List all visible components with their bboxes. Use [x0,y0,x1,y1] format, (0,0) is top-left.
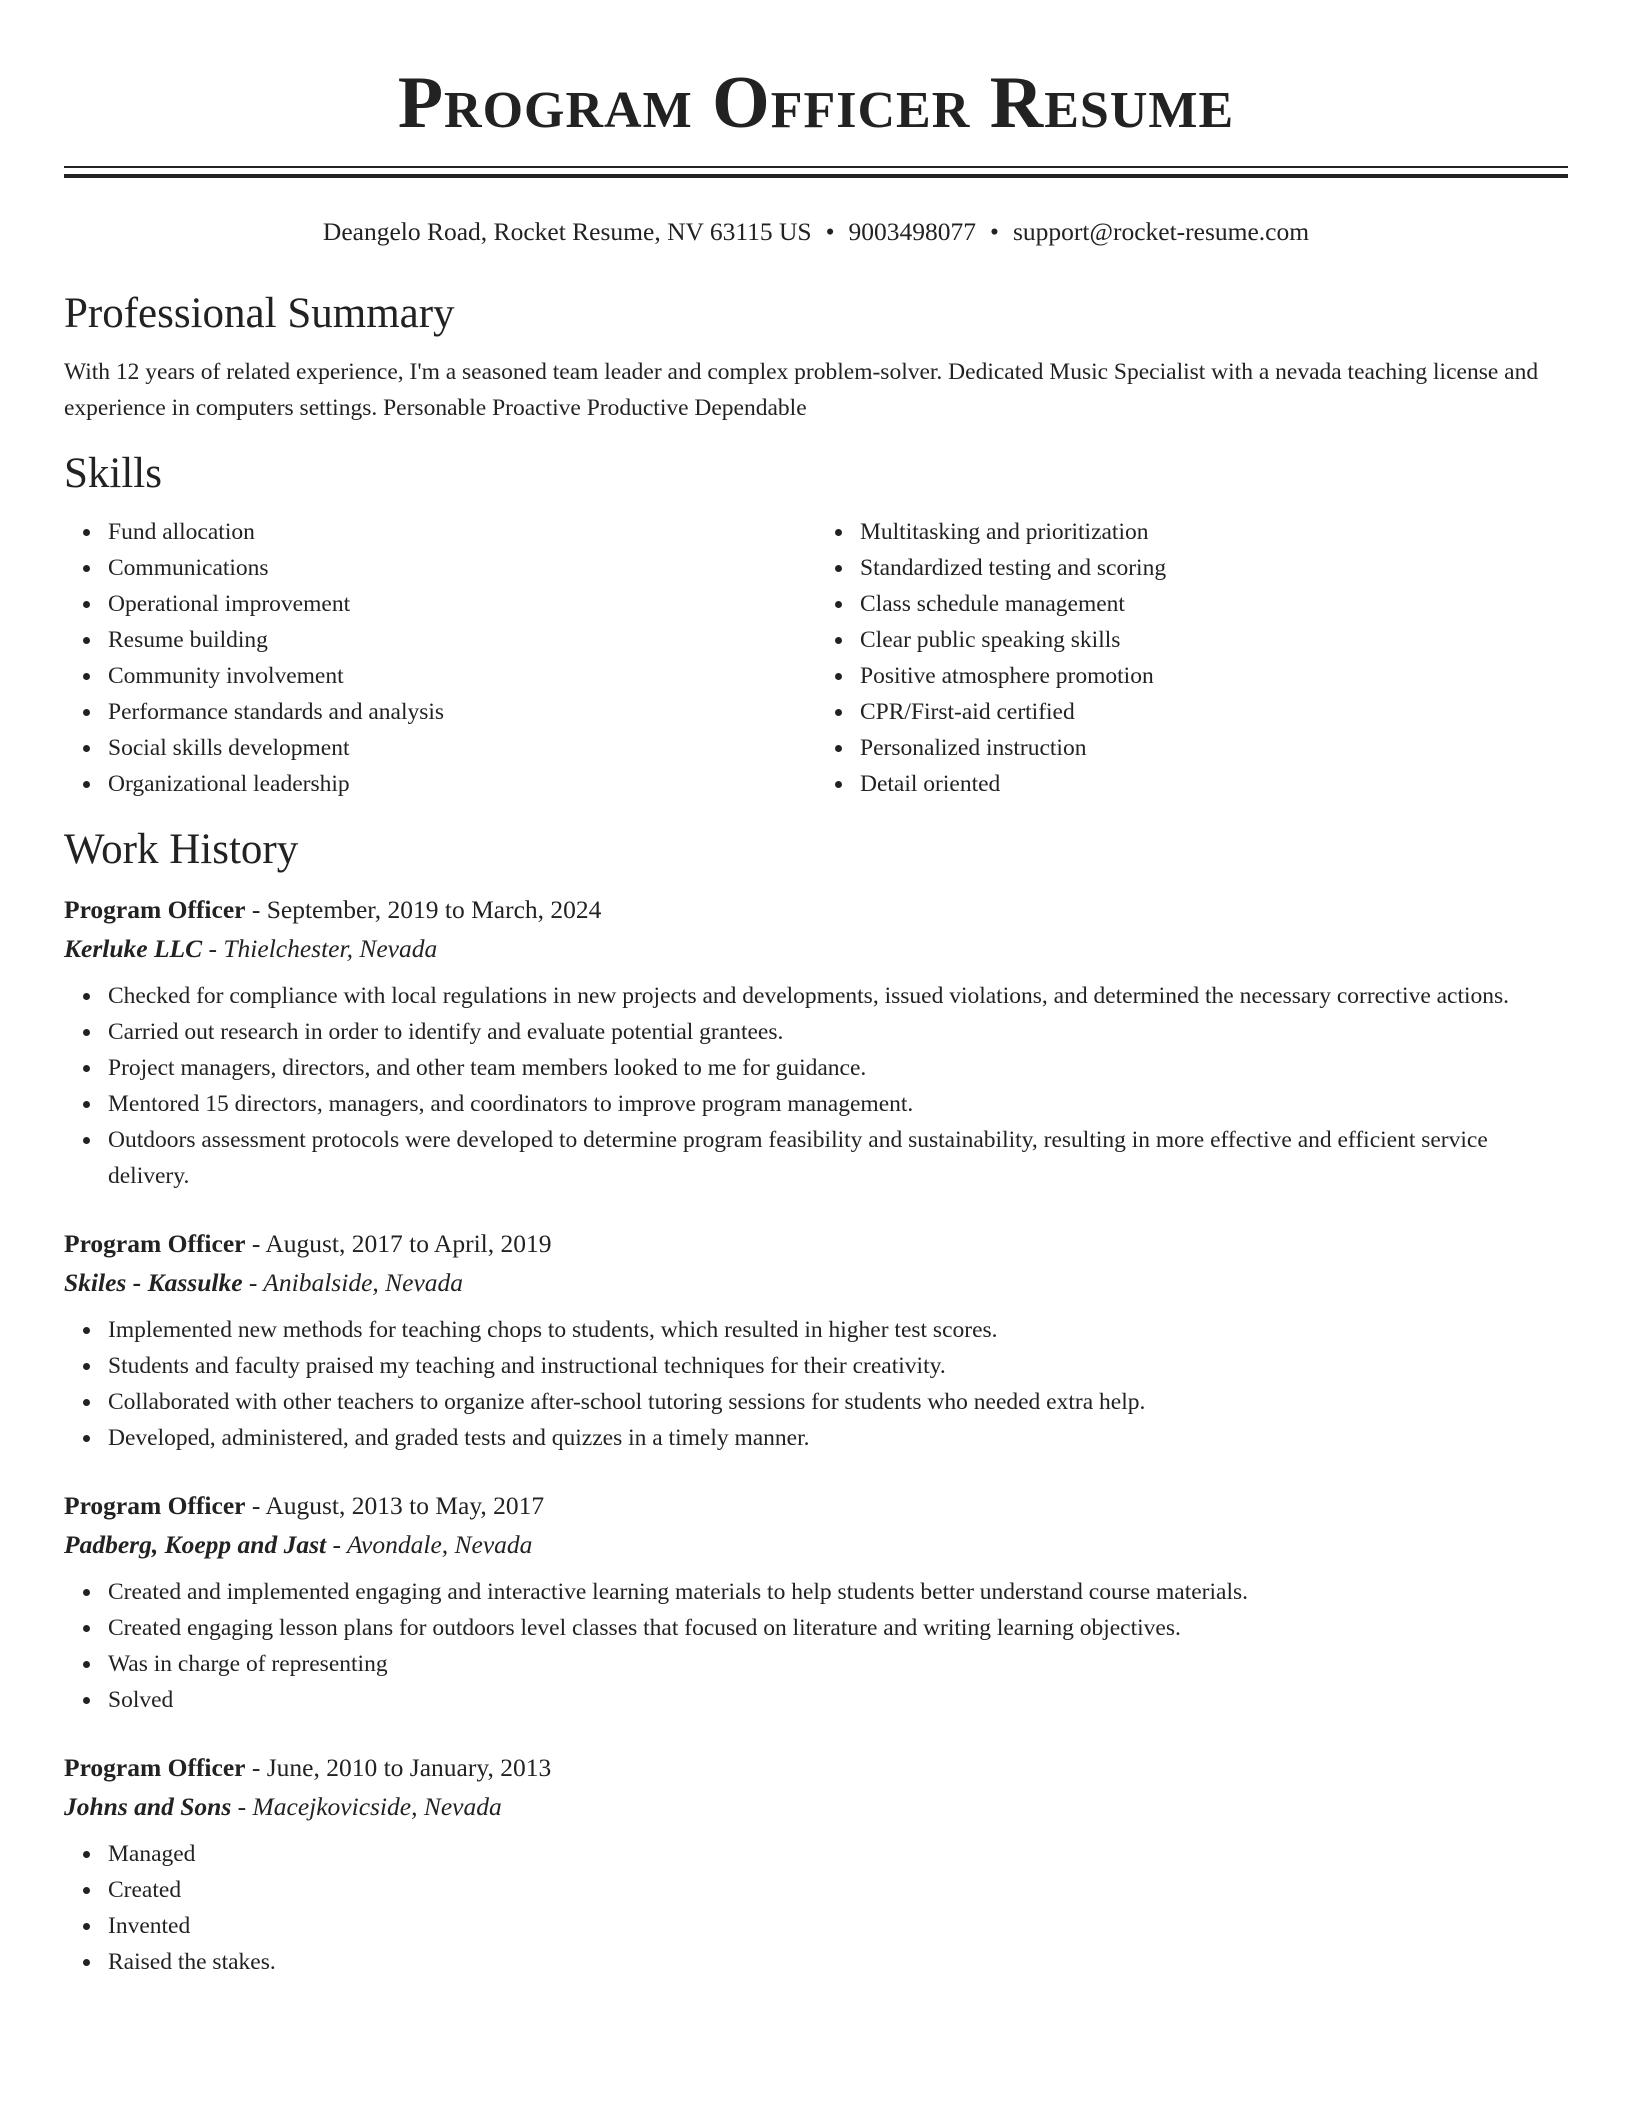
skill-item: Fund allocation [108,514,816,550]
title-divider-thick [64,174,1568,178]
skill-item: Multitasking and prioritization [860,514,1568,550]
skill-item: Clear public speaking skills [860,622,1568,658]
skill-item: Detail oriented [860,766,1568,802]
contact-email: support@rocket-resume.com [1012,217,1310,246]
job-company: Skiles - Kassulke [64,1268,243,1297]
job-title-line [64,1748,1568,1788]
job-location: - Avondale, Nevada [326,1530,533,1559]
job-title: Program Officer [64,1753,246,1782]
job-title-line [64,890,1568,930]
skill-item: Positive atmosphere promotion [860,658,1568,694]
job-bullet: Was in charge of representing [108,1646,1568,1682]
contact-separator: • [825,217,835,246]
skill-item: Organizational leadership [108,766,816,802]
work-history-heading: Work History [64,826,299,873]
job-dates: - September, 2019 to March, 2024 [245,895,602,924]
job-title: Program Officer [64,895,246,924]
job-bullet: Developed, administered, and graded tests and quizzes in a timely manner. [108,1420,1568,1456]
skill-item: Community involvement [108,658,816,694]
job-bullet: Created engaging lesson plans for outdoors level classes that focused on literature and writing learning objectives. [108,1610,1568,1646]
skills-column-right [816,514,1568,802]
job-bullet: Managed [108,1836,1568,1872]
job-bullet: Implemented new methods for teaching chops to students, which resulted in higher test scores. [108,1312,1568,1348]
skills-list [64,514,1568,802]
job-bullet: Carried out research in order to identify and evaluate potential grantees. [108,1014,1568,1050]
contact-separator: • [990,217,999,246]
job-bullet: Checked for compliance with local regulations in new projects and developments, issued violations, and determined the necessary corrective actions. [108,978,1568,1014]
skill-item: Social skills development [108,730,816,766]
job-bullet: Project managers, directors, and other team members looked to me for guidance. [108,1050,1568,1086]
job-location: - Macejkovicside, Nevada [231,1792,502,1821]
contact-phone: 9003498077 [848,217,977,246]
skill-item: Standardized testing and scoring [860,550,1568,586]
skill-item: Class schedule management [860,586,1568,622]
skill-item: Personalized instruction [860,730,1568,766]
job-entry [64,1748,1568,1980]
skill-item: Communications [108,550,816,586]
job-bullet: Mentored 15 directors, managers, and coordinators to improve program management. [108,1086,1568,1122]
job-bullet: Students and faculty praised my teaching and instructional techniques for their creativity. [108,1348,1568,1384]
contact-address: Deangelo Road, Rocket Resume, NV 63115 US [322,217,812,246]
job-bullets [64,1836,1568,1980]
job-company: Kerluke LLC [64,934,203,963]
skill-item: Operational improvement [108,586,816,622]
job-entry [64,1486,1568,1718]
job-bullets [64,1574,1568,1718]
job-bullet: Solved [108,1682,1568,1718]
job-bullets [64,1312,1568,1456]
skill-item: Performance standards and analysis [108,694,816,730]
job-dates: - June, 2010 to January, 2013 [245,1753,552,1782]
job-company: Johns and Sons [64,1792,232,1821]
contact-line [64,216,1568,248]
job-bullet: Created and implemented engaging and interactive learning materials to help students better understand course materials. [108,1574,1568,1610]
job-dates: - August, 2017 to April, 2019 [245,1229,552,1258]
job-title-line [64,1224,1568,1264]
skill-item: Resume building [108,622,816,658]
job-entry [64,1224,1568,1456]
job-bullets [64,978,1568,1194]
job-company-line [64,1788,1568,1826]
job-bullet: Collaborated with other teachers to organize after-school tutoring sessions for students who needed extra help. [108,1384,1568,1420]
job-company-line [64,930,1568,968]
skills-heading: Skills [64,450,162,497]
job-company: Padberg, Koepp and Jast [64,1530,327,1559]
job-title-line [64,1486,1568,1526]
job-title: Program Officer [64,1229,246,1258]
title-divider-thin [64,166,1568,168]
job-location: - Anibalside, Nevada [242,1268,464,1297]
job-dates: - August, 2013 to May, 2017 [245,1491,545,1520]
job-entry [64,890,1568,1194]
job-bullet: Created [108,1872,1568,1908]
page-title: Program Officer Resume [397,62,1235,144]
job-company-line [64,1526,1568,1564]
job-location: - Thielchester, Nevada [202,934,438,963]
job-bullet: Outdoors assessment protocols were developed to determine program feasibility and sustainability, resulting in more effective and efficient service delivery. [108,1122,1568,1194]
job-company-line [64,1264,1568,1302]
summary-heading: Professional Summary [64,290,455,337]
job-bullet: Invented [108,1908,1568,1944]
summary-text: With 12 years of related experience, I'm a seasoned team leader and complex problem-solver. Dedicated Music Specialist with a nevada teaching license and experience in computers settings. Personable Proactive Productive Dependable [64,359,1539,421]
skills-column-left [64,514,816,802]
job-bullet: Raised the stakes. [108,1944,1568,1980]
job-title: Program Officer [64,1491,246,1520]
skill-item: CPR/First-aid certified [860,694,1568,730]
